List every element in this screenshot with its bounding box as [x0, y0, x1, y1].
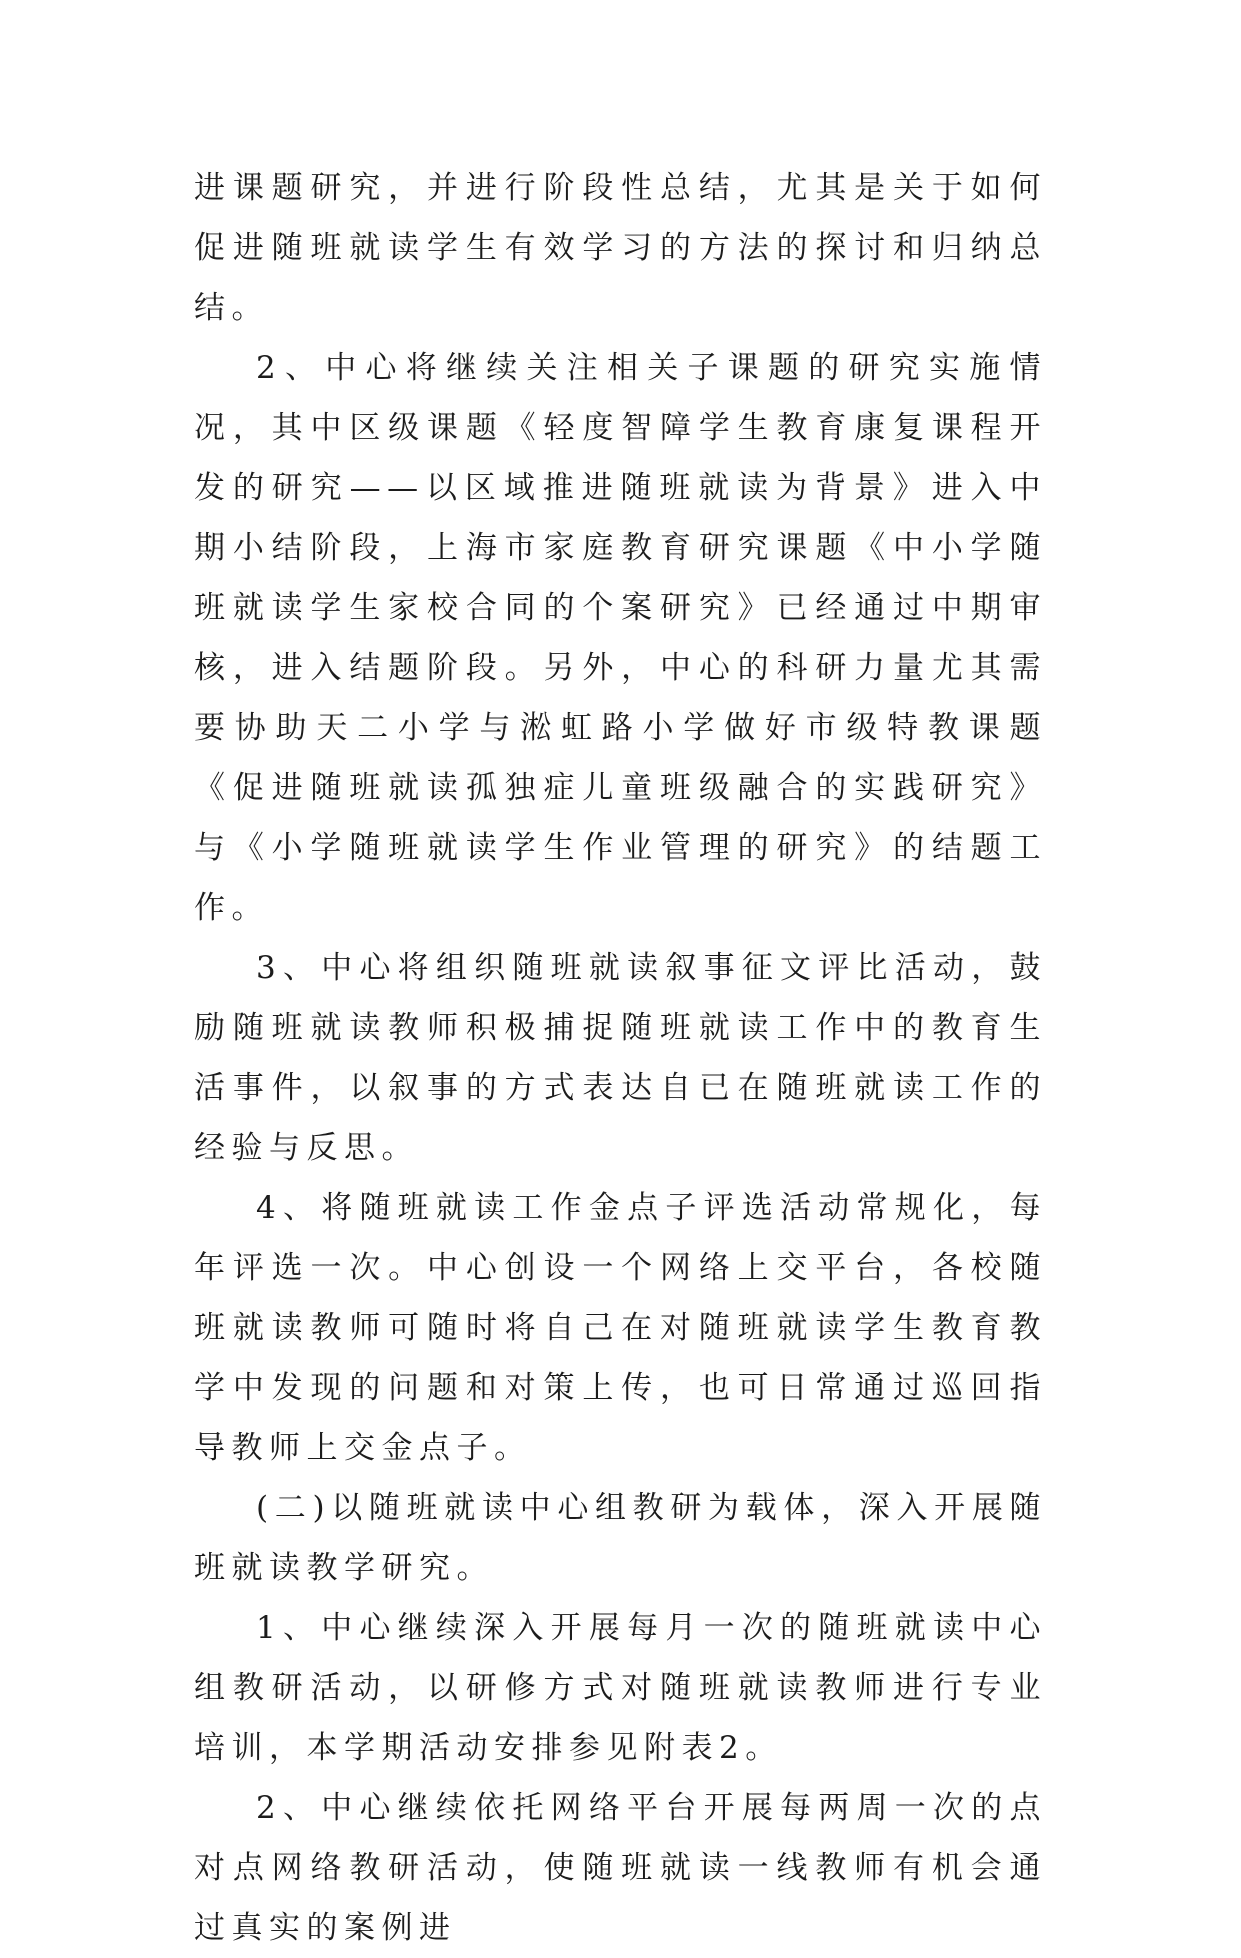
- paragraph-continuation: 进课题研究，并进行阶段性总结，尤其是关于如何促进随班就读学生有效学习的方法的探讨和归纳总结。: [194, 170, 1047, 326]
- paragraph-item-4-ideas: 4、将随班就读工作金点子评选活动常规化，每年评选一次。中心创设一个网络上交平台，各校随班就读教师可随时将自己在对随班就读学生教育教学中发现的问题和对策上传，也可日常通过巡回指导教师上交金点子。: [194, 1190, 1047, 1466]
- paragraph-item-2-research: 2、中心将继续关注相关子课题的研究实施情况，其中区级课题《轻度智障学生教育康复课程开发的研究——以区域推进随班就读为背景》进入中期小结阶段，上海市家庭教育研究课题《中小学随班就读学生家校合同的个案研究》已经通过中期审核，进入结题阶段。另外，中心的科研力量尤其需要协助天二小学与淞虹路小学做好市级特教课题《促进随班就读孤独症儿童班级融合的实践研究》与《小学随班就读学生作业管理的研究》的结题工作。: [194, 350, 1047, 926]
- body-text: [194, 158, 1047, 1958]
- paragraph-item-2-online: 2、中心继续依托网络平台开展每两周一次的点对点网络教研活动，使随班就读一线教师有机会通过真实的案例进: [194, 1790, 1047, 1946]
- paragraph-item-3-essay: 3、中心将组织随班就读叙事征文评比活动，鼓励随班就读教师积极捕捉随班就读工作中的教育生活事件，以叙事的方式表达自已在随班就读工作的经验与反思。: [194, 950, 1047, 1166]
- paragraph-item-1-monthly: 1、中心继续深入开展每月一次的随班就读中心组教研活动，以研修方式对随班就读教师进行专业培训，本学期活动安排参见附表2。: [194, 1610, 1047, 1766]
- section-heading-2: (二)以随班就读中心组教研为载体，深入开展随班就读教学研究。: [194, 1490, 1047, 1586]
